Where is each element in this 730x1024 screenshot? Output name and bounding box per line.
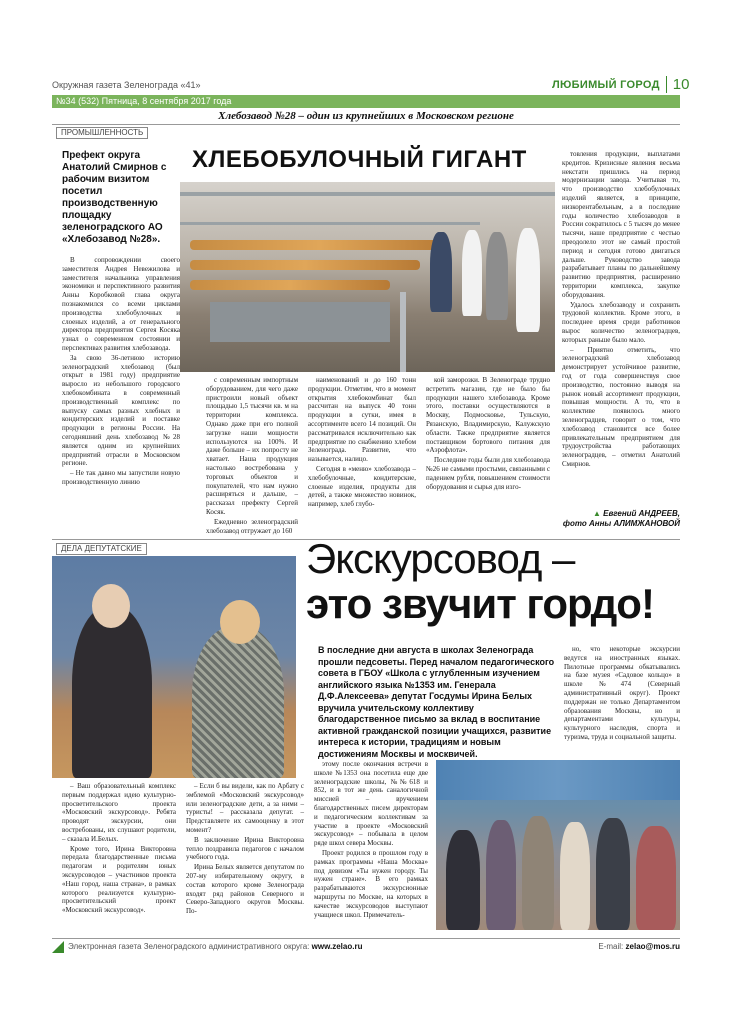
zelao-logo-icon [52, 941, 64, 953]
audience-photo [436, 760, 680, 930]
teachers-photo [52, 556, 296, 778]
article2-right-column: но, что некоторые экскурсии ведутся на иностранных языках. Пилотные программы обкатывались на базе музея «Садовое кольцо» в школе №474 (Северный административный округ). Проект поддержан не только Департаментом образования Москвы, но и департаментами культуры, культурного наследия, спорта и туризма, труда и социальной защиты. [564, 645, 680, 741]
issue-bar: №34 (532) Пятница, 8 сентября 2017 года [52, 95, 680, 108]
article1-column-3: наименований и до 160 тонн продукции. Отметим, что в момент открытия хлебокомбинат был рассчитан на выпуск 40 тонн продукции в сутки, имея в ассортименте всего 14 позиций. Он рассматривался исключительно как предприятие по снабжению хлебом Зеленограда. Развитие, что называется, налицо. Сегодня в «меню» хлебозавода – хлебобулочные, кондитерские, слоеные изделия, продукты для детей, а также множество новинок, например, хлеб глубо- [308, 376, 416, 509]
email-link[interactable]: zelao@mos.ru [625, 942, 680, 951]
article2-headline: Экскурсовод – это звучит гордо! [306, 535, 654, 627]
bakery-production-photo [180, 182, 555, 372]
article1-column-2: с современным импортным оборудованием, для чего даже пристроили новый объект площадью 1,5 тысячи кв. м на территории комплекса. Однако даже при его полной загрузке наши мощности используются на 100%. И даже больше – их попросту не хватает. Наша продукция настолько востребована у торговых объектов и покупателей, что нам нужно расширяться и дальше, – рассказал префекту Сергей Косяк. Ежедневно зеленоградский хлебозавод отгружает до 160 [206, 376, 298, 535]
site-link[interactable]: www.zelao.ru [311, 942, 363, 951]
article2-column-3: этому после окончания встречи в школе №1353 она посетила еще две зеленоградские школы, №№618 и 852, и в тот же день саналогичной миссией – вручением благодарственных писем директорам и педагогическим коллективам за участие в проекте «Московский экскурсовод» – побывала в целом ряде школ севера Москвы. Проект родился в прошлом году в рамках программы «Наша Москва» под девизом «Ты нужен городу. Ты нужен стране». В его рамках разрабатываются экскурсионные маршруты по Москве, на которых в качестве экскурсоводов выступают учащиеся школ. Примечатель- [314, 760, 428, 919]
page-number: 10 [666, 76, 690, 93]
article1-column-1: В сопровождении своего заместителя Андрея Невежилова и заместителя начальника управления экономики и перспективного развития Анны Коробковой глава округа познакомился со всеми циклами производства хлебобулочных и слоеных изделий, а от генерального директора предприятия Сергея Косяка узнал о современном состоянии и перспективах развития хлебозавода. За свою 36-летнюю историю зеленоградский хлебозавод (был открыт в 1981 году) предприятие выросло из небольшого городского хлебокомбината в современный производственный комплекс по выпуску самых разных хлебных и кондитерских изделий и поставке продукции в регионы России. На сегодняшний день хлебозавод №28 является одним из крупнейших предприятий отрасли в Московском регионе. – Не так давно мы запустили новую производственную линию [62, 256, 180, 486]
article2-column-1: – Ваш образовательный комплекс первым поддержал идею культурно-просветительского проекта «Московский экскурсовод». Ребята проводят экскурсии, они востребованы, их слушают родители, – сказала И.Белых. Кроме того, Ирина Викторовна передала благодарственные письма педагогам и родителям юных экскурсоводов – участников проекта «Наш город, наша страна», в рамках которого реализуется культурно-просветительский проект «Московский экскурсовод». [62, 782, 176, 915]
section-tag-deputy: ДЕЛА ДЕПУТАТСКИЕ [56, 543, 147, 555]
footer: Электронная газета Зеленоградского административного округа: www.zelao.ru E-mail: zelao@mos.ru [52, 938, 680, 954]
newspaper-name: Окружная газета Зеленограда «41» [52, 80, 201, 90]
page-header [552, 76, 689, 93]
article1-column-4: кой заморозки. В Зеленограде трудно встретить магазин, где не было бы продукции нашего хлебозавода. Кроме этого, поставки осуществляются в Москву, Подмосковье, Тульскую, Рязанскую, Владимирскую, Калужскую области. Также предприятие является поставщиком бортового питания для «Аэрофлота». Последние годы были для хлебозавода №26 не самыми простыми, связанными с падением рубля, повышением стоимости оборудования и сырья для изго- [426, 376, 550, 491]
article1-lead: Префект округа Анатолий Смирнов с рабочим визитом посетил производственную площадку зеленоградского АО «Хлебозавод №28». [62, 150, 167, 245]
rubric-label: ЛЮБИМЫЙ ГОРОД [552, 78, 660, 91]
article2-lead: В последние дни августа в школах Зеленограда прошли педсоветы. Перед началом педагогического совета в ГБОУ «Школа с углубленным изучением английского языка №1353 им. Генерала Д.Ф.Алексеева» депутат Госдумы Ирина Белых вручила учительскому коллективу благодарственное письмо за вклад в воспитание активной гражданской позиции учащихся, развитие интереса к истории, традициям и новым достижениям Москвы и москвичей. [318, 645, 555, 759]
article1-credit: ▲ Евгений АНДРЕЕВ, фото Анны АЛИМЖАНОВОЙ [562, 509, 680, 528]
article1-column-5: товления продукции, выплатами кредитов. Кризисные явления весьма некстати пришлись на период модернизации завода. Учитывая то, что производство хлебобулочных изделий является, в принципе, низкорентабельным, а в последние годы количество хлебозаводов в России сократилось с 5 тысяч до менее тысячи, наше предприятие с честью преодолело этот не самый простой период и сегодня готово двигаться дальше. Руководство завода разрабатывает планы по дальнейшему развитию предприятия, расширению территории комплекса, закупке оборудования. Удалось хлебозаводу и сохранить трудовой коллектив. Кроме этого, в последнее время среди работников вырос количество зеленоградцев, которых раньше было мало. – Приятно отметить, что зеленоградский хлебозавод демонстрирует устойчивое развитие, год от года совершенствуя свое производство, постоянно выводя на рынок новый ассортимент продукции, повышая мощности. А то, что в коллективе появилось много зеленоградцев, говорит о том, что хлебозавод становится все более привлекательным предприятием для трудоустройства работающих зеленоградцев, – отметил Анатолий Смирнов. [562, 150, 680, 468]
article2-column-2: – Если б вы видели, как по Арбату с эмблемой «Московский экскурсовод» или зеленоградские дети, а за ними – туристы! – рассказала депутат. – Представляете их самооценку в этот момент? В заключение Ирина Викторовна тепло поздравила педагогов с началом учебного года. Ирина Белых является депутатом по 207-му избирательному округу, в состав которого кроме Зеленограда входят ряд районов Северного и Северо-Западного округов Москвы. По- [186, 782, 304, 916]
article1-headline: ХЛЕБОБУЛОЧНЫЙ ГИГАНТ [192, 146, 527, 173]
section-tag-industry: ПРОМЫШЛЕННОСТЬ [56, 127, 148, 139]
article1-tagline: Хлебозавод №28 – один из крупнейших в Московском регионе [52, 110, 680, 125]
